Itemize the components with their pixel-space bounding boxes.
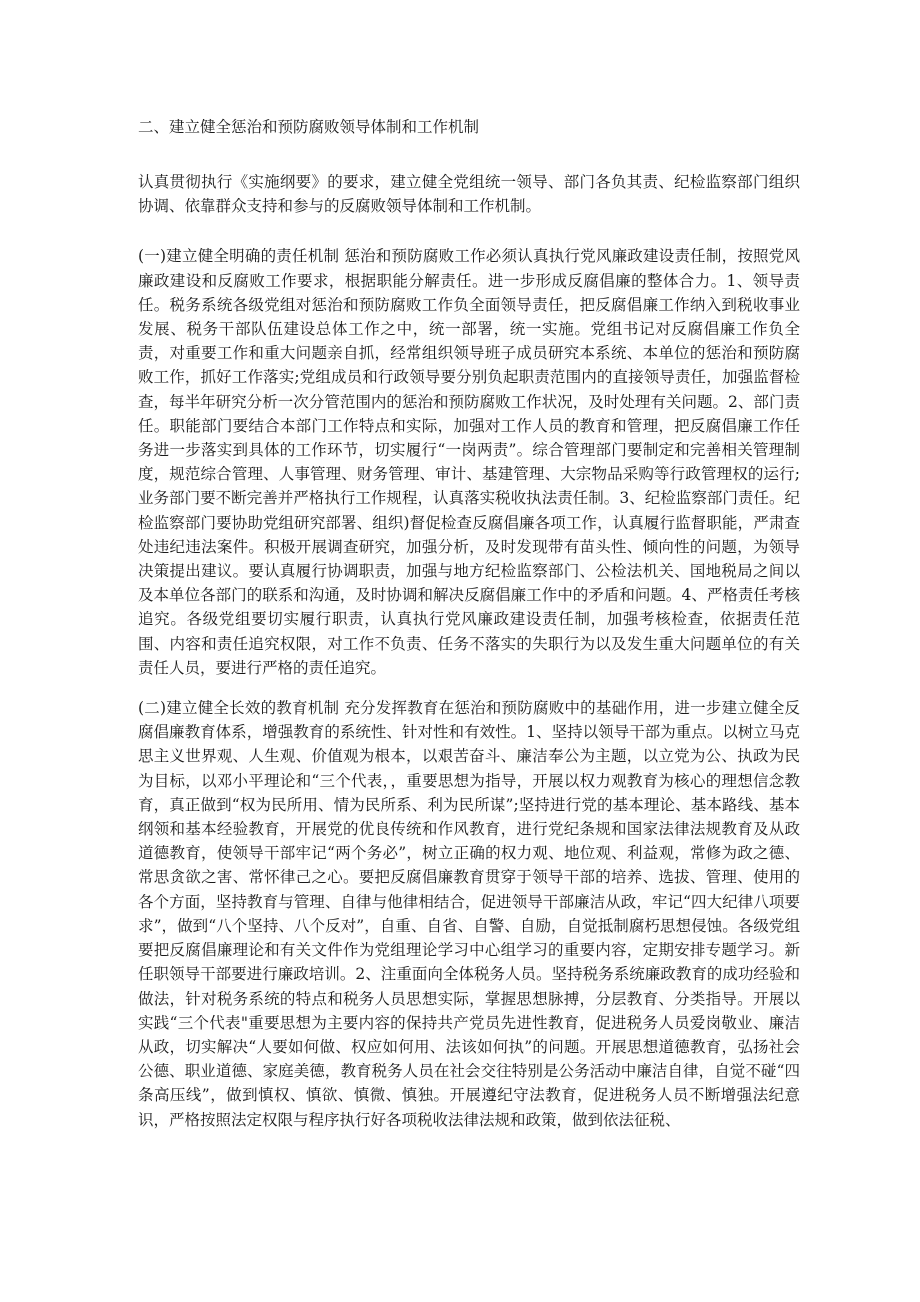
responsibility-mechanism-paragraph: (一)建立健全明确的责任机制 惩治和预防腐败工作必须认真执行党风廉政建设责任制，按照党风廉政建设和反腐败工作要求，根据职能分解责任。进一步形成反腐倡廉的整体合力。1、领导责任。税务系统各级党组对惩治和预防腐败工作负全面领导责任，把反腐倡廉工作纳入到税收事业发展、税务干部队伍建设总体工作之中，统一部署，统一实施。党组书记对反腐倡廉工作负全责，对重要工作和重大问题亲自抓，经常组织领导班子成员研究本系统、本单位的惩治和预防腐败工作，抓好工作落实;党组成员和行政领导要分别负起职责范围内的直接领导责任，加强监督检查，每半年研究分析一次分管范围内的惩治和预防腐败工作状况，及时处理有关问题。2、部门责任。职能部门要结合本部门工作特点和实际，加强对工作人员的教育和管理，把反腐倡廉工作任务进一步落实到具体的工作环节，切实履行“一岗两责”。综合管理部门要制定和完善相关管理制度，规范综合管理、人事管理、财务管理、审计、基建管理、大宗物品采购等行政管理权的运行;业务部门要不断完善并严格执行工作规程，认真落实税收执法责任制。3、纪检监察部门责任。纪检监察部门要协助党组研究部署、组织)督促检查反腐倡廉各项工作，认真履行监督职能，严肃查处违纪违法案件。积极开展调查研究，加强分析，及时发现带有苗头性、倾向性的问题，为领导决策提出建议。要认真履行协调职责，加强与地方纪检监察部门、公检法机关、国地税局之间以及本单位各部门的联系和沟通，及时协调和解决反腐倡廉工作中的矛盾和问题。4、严格责任考核追究。各级党组要切实履行职责，认真执行党风廉政建设责任制，加强考核检查，依据责任范围、内容和责任追究权限，对工作不负责、任务不落实的失职行为以及发生重大问题单位的有关责任人员，要进行严格的责任追究。 [138, 247, 800, 677]
education-mechanism-paragraph: (二)建立健全长效的教育机制 充分发挥教育在惩治和预防腐败中的基础作用，进一步建立健全反腐倡廉教育体系，增强教育的系统性、针对性和有效性。1、坚持以领导干部为重点。以树立马克思主义世界观、人生观、价值观为根本，以艰苦奋斗、廉洁奉公为主题，以立党为公、执政为民为目标，以邓小平理论和“三个代表，，重要思想为指导，开展以权力观教育为核心的理想信念教育，真正做到“权为民所用、情为民所系、利为民所谋”;坚持进行党的基本理论、基本路线、基本纲领和基本经验教育，开展党的优良传统和作风教育，进行党纪条规和国家法律法规教育及从政道德教育，使领导干部牢记“两个务必”，树立正确的权力观、地位观、利益观，常修为政之德、常思贪欲之害、常怀律己之心。要把反腐倡廉教育贯穿于领导干部的培养、选拔、管理、使用的各个方面，坚持教育与管理、自律与他律相结合，促进领导干部廉洁从政，牢记“四大纪律八项要求”，做到“八个坚持、八个反对”，自重、自省、自警、自励，自觉抵制腐朽思想侵蚀。各级党组要把反腐倡廉理论和有关文件作为党组理论学习中心组学习的重要内容，定期安排专题学习。新任职领导干部要进行廉政培训。2、注重面向全体税务人员。坚持税务系统廉政教育的成功经验和做法，针对税务系统的特点和税务人员思想实际，掌握思想脉搏，分层教育、分类指导。开展以实践“三个代表"重要思想为主要内容的保持共产党员先进性教育，促进税务人员爱岗敬业、廉洁从政，切实解决“人要如何做、权应如何用、法该如何执”的问题。开展思想道德教育，弘扬社会公德、职业道德、家庭美德，教育税务人员在社会交往特别是公务活动中廉洁自律，自觉不碰“四条高压线”，做到慎权、慎欲、慎微、慎独。开展遵纪守法教育，促进税务人员不断增强法纪意识，严格按照法定权限与程序执行好各项税收法律法规和政策，做到依法征税、 [138, 699, 800, 1129]
intro-paragraph: 认真贯彻执行《实施纲要》的要求，建立健全党组统一领导、部门各负其责、纪检监察部门组织协调、依靠群众支持和参与的反腐败领导体制和工作机制。 [138, 173, 800, 216]
section-heading: 二、建立健全惩治和预防腐败领导体制和工作机制 [138, 118, 480, 136]
